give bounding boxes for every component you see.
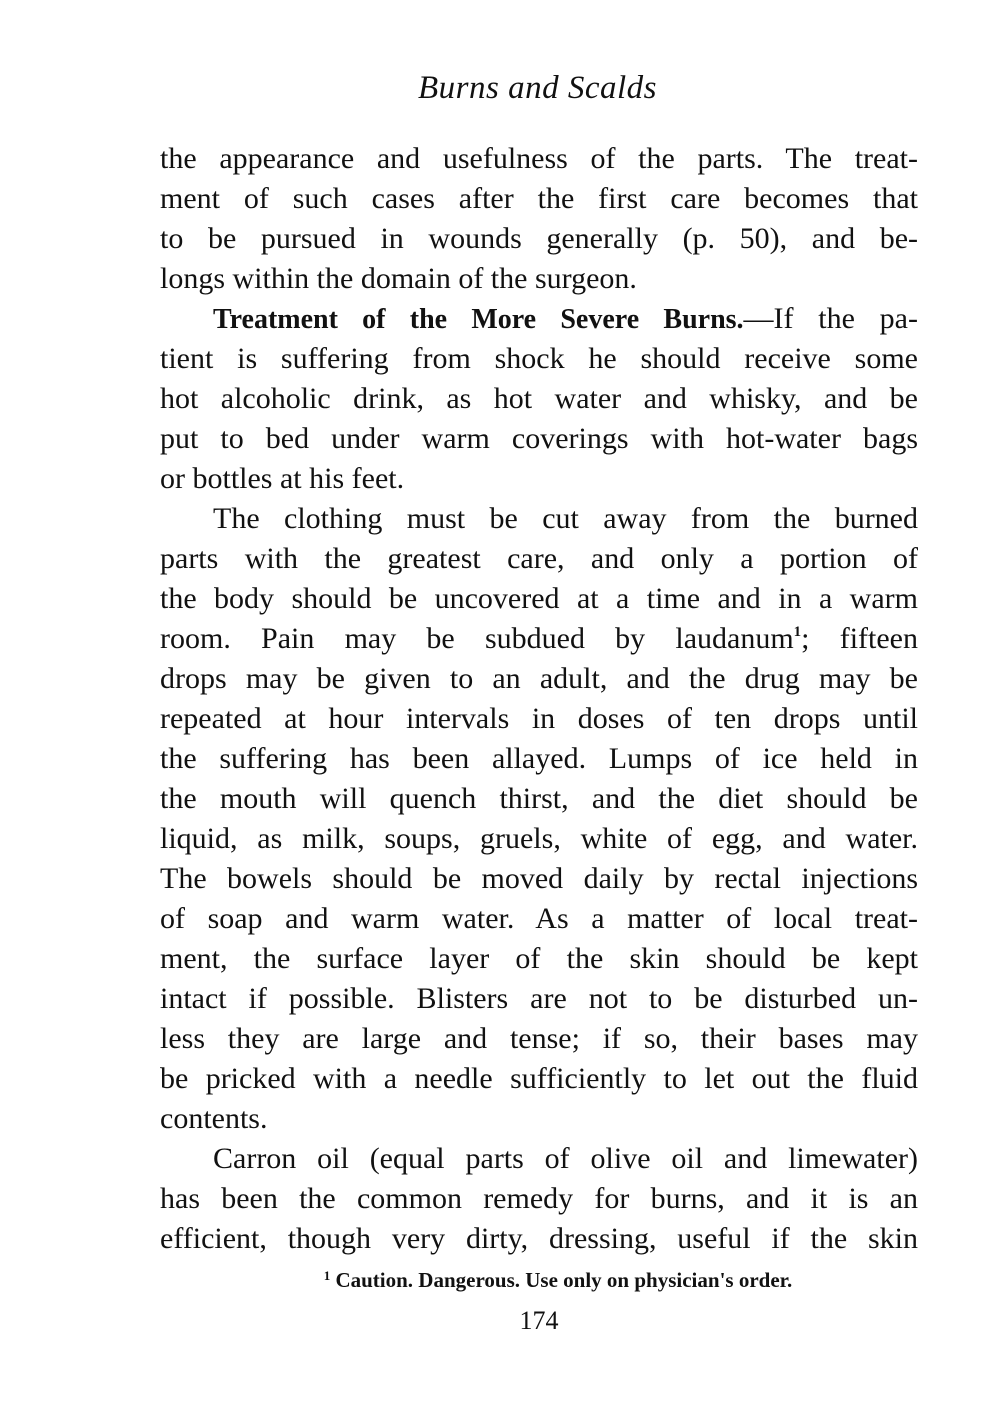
line-text: efficient, though very dirty, dressing, useful if the skin (160, 1222, 918, 1255)
footnote (0, 1268, 1000, 1293)
line-text: Carron oil (equal parts of olive oil and limewater) (213, 1142, 918, 1175)
line-text: ment, the surface layer of the skin should be kept (160, 942, 918, 975)
page-number: 174 (519, 1306, 559, 1335)
text-line (160, 699, 918, 739)
footnote-reference: 1 (793, 624, 802, 640)
line-text: drops may be given to an adult, and the drug may be (160, 662, 918, 695)
line-text: tient is suffering from shock he should receive some (160, 342, 918, 375)
text-line (160, 659, 918, 699)
footnote-text: Caution. Dangerous. Use only on physician's order. (330, 1268, 793, 1292)
text-line (160, 139, 918, 179)
line-text: —If the pa- (743, 302, 918, 335)
text-line (160, 179, 918, 219)
line-text: ment of such cases after the first care becomes that (160, 182, 918, 215)
line-text: liquid, as milk, soups, gruels, white of egg, and water. (160, 822, 918, 855)
text-line (160, 459, 918, 499)
text-line (160, 259, 918, 299)
line-text: repeated at hour intervals in doses of ten drops until (160, 702, 918, 735)
text-line (160, 1219, 918, 1259)
text-line (160, 379, 918, 419)
running-header: Burns and Scalds (418, 70, 657, 106)
text-line (160, 299, 918, 339)
line-text: the body should be uncovered at a time and in a warm (160, 582, 918, 615)
line-text: less they are large and tense; if so, their bases may (160, 1022, 918, 1055)
line-text: or bottles at his feet. (160, 462, 405, 495)
line-text: be pricked with a needle sufficiently to let out the fluid (160, 1062, 918, 1095)
footnote-marker: 1 (323, 1268, 331, 1283)
text-line (160, 1059, 918, 1099)
text-line (160, 1179, 918, 1219)
text-line (160, 499, 918, 539)
text-line (160, 1139, 918, 1179)
text-line (160, 419, 918, 459)
text-line (160, 339, 918, 379)
text-line (160, 219, 918, 259)
line-text: The clothing must be cut away from the burned (213, 502, 918, 535)
line-text: ; fifteen (801, 622, 918, 655)
text-line (160, 899, 918, 939)
text-line (160, 779, 918, 819)
line-text: parts with the greatest care, and only a portion of (160, 542, 918, 575)
text-line (160, 579, 918, 619)
line-text: The bowels should be moved daily by rectal injections (160, 862, 918, 895)
text-line (160, 619, 918, 659)
text-line (160, 1099, 918, 1139)
text-line (160, 819, 918, 859)
line-text: the appearance and usefulness of the parts. The treat- (160, 142, 918, 175)
text-line (160, 979, 918, 1019)
text-line (160, 739, 918, 779)
line-text: of soap and warm water. As a matter of local treat- (160, 902, 918, 935)
line-text: longs within the domain of the surgeon. (160, 262, 637, 295)
text-line (160, 859, 918, 899)
body-text (160, 139, 918, 1259)
line-text: put to bed under warm coverings with hot-water bags (160, 422, 918, 455)
line-text: the suffering has been allayed. Lumps of ice held in (160, 742, 918, 775)
text-line (160, 939, 918, 979)
line-text: intact if possible. Blisters are not to be disturbed un- (160, 982, 918, 1015)
line-text: has been the common remedy for burns, and it is an (160, 1182, 918, 1215)
text-line (160, 539, 918, 579)
line-text: the mouth will quench thirst, and the diet should be (160, 782, 918, 815)
line-text: to be pursued in wounds generally (p. 50), and be- (160, 222, 918, 255)
line-text: contents. (160, 1102, 268, 1135)
text-line (160, 1019, 918, 1059)
section-heading: Treatment of the More Severe Burns. (213, 304, 744, 335)
line-text: hot alcoholic drink, as hot water and whisky, and be (160, 382, 918, 415)
line-text: room. Pain may be subdued by laudanum (160, 622, 794, 655)
